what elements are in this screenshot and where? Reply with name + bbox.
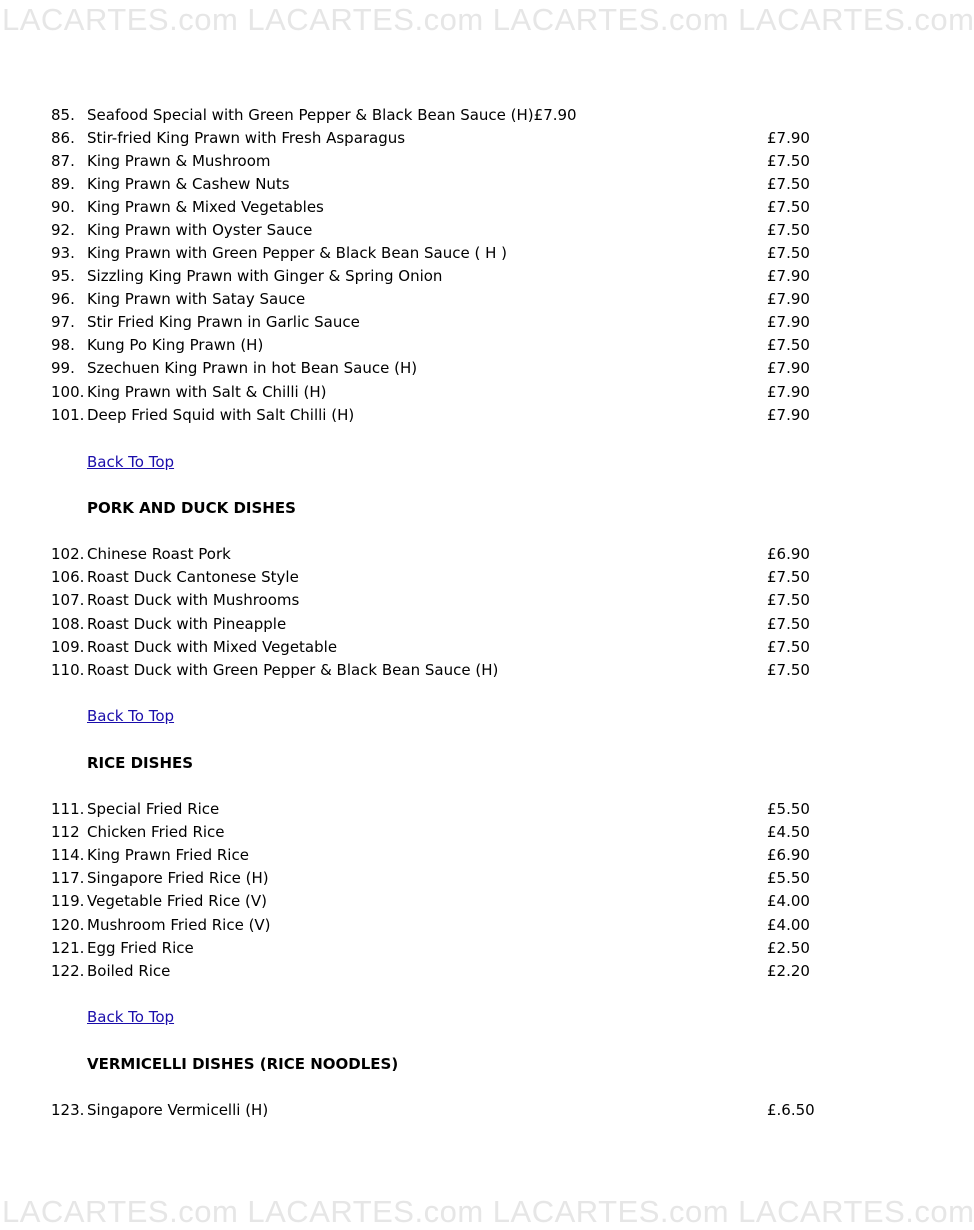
menu-item: 117. Singapore Fried Rice (H) £5.50 [51,869,810,887]
section-heading: PORK AND DUCK DISHES [87,499,296,517]
menu-item: 114. King Prawn Fried Rice £6.90 [51,846,810,864]
menu-item: 122. Boiled Rice £2.20 [51,962,810,980]
menu-item: 108. Roast Duck with Pineapple £7.50 [51,615,810,633]
menu-item: 97. Stir Fried King Prawn in Garlic Sauce £7.90 [51,313,810,331]
back-to-top-link[interactable]: Back To Top [87,707,175,725]
menu-item: 86. Stir-fried King Prawn with Fresh Asparagus £7.90 [51,129,810,147]
menu-item: 111. Special Fried Rice £5.50 [51,800,810,818]
watermark-top [0,2,974,38]
section-heading: VERMICELLI DISHES (RICE NOODLES) [87,1055,399,1073]
menu-item: 112 Chicken Fried Rice £4.50 [51,823,810,841]
menu-item: 102. Chinese Roast Pork £6.90 [51,545,810,563]
menu-item: 98. Kung Po King Prawn (H) £7.50 [51,336,810,354]
menu-item: 87. King Prawn & Mushroom £7.50 [51,152,810,170]
menu-item: 93. King Prawn with Green Pepper & Black Bean Sauce ( H ) £7.50 [51,244,810,262]
menu-item: 89. King Prawn & Cashew Nuts £7.50 [51,175,810,193]
menu-item: 100. King Prawn with Salt & Chilli (H) £7.90 [51,383,810,401]
section-heading: RICE DISHES [87,754,194,772]
menu-item: 119. Vegetable Fried Rice (V) £4.00 [51,892,810,910]
menu-item: 121. Egg Fried Rice £2.50 [51,939,810,957]
menu-item: 85. Seafood Special with Green Pepper & Black Bean Sauce (H)£7.90 [51,106,577,124]
menu-item: 109. Roast Duck with Mixed Vegetable £7.50 [51,638,810,656]
menu-item: 110. Roast Duck with Green Pepper & Black Bean Sauce (H) £7.50 [51,661,810,679]
menu-item: 90. King Prawn & Mixed Vegetables £7.50 [51,198,810,216]
menu-item: 106. Roast Duck Cantonese Style £7.50 [51,568,810,586]
menu-item: 92. King Prawn with Oyster Sauce £7.50 [51,221,810,239]
watermark-text: LACARTES.com LACARTES.com LACARTES.com LACARTES.com [2,2,974,37]
menu-item: 95. Sizzling King Prawn with Ginger & Spring Onion £7.90 [51,267,810,285]
back-to-top-link[interactable]: Back To Top [87,1008,175,1026]
menu-item: 99. Szechuen King Prawn in hot Bean Sauce (H) £7.90 [51,359,810,377]
menu-item: 101. Deep Fried Squid with Salt Chilli (H) £7.90 [51,406,810,424]
menu-item: 96. King Prawn with Satay Sauce £7.90 [51,290,810,308]
menu-item: 123. Singapore Vermicelli (H) £.6.50 [51,1101,815,1119]
menu-item: 120. Mushroom Fried Rice (V) £4.00 [51,916,810,934]
watermark-text: LACARTES.com LACARTES.com LACARTES.com LACARTES.com [2,1194,974,1229]
back-to-top-link[interactable]: Back To Top [87,453,175,471]
watermark-bottom [0,1194,974,1230]
menu-item: 107. Roast Duck with Mushrooms £7.50 [51,591,810,609]
